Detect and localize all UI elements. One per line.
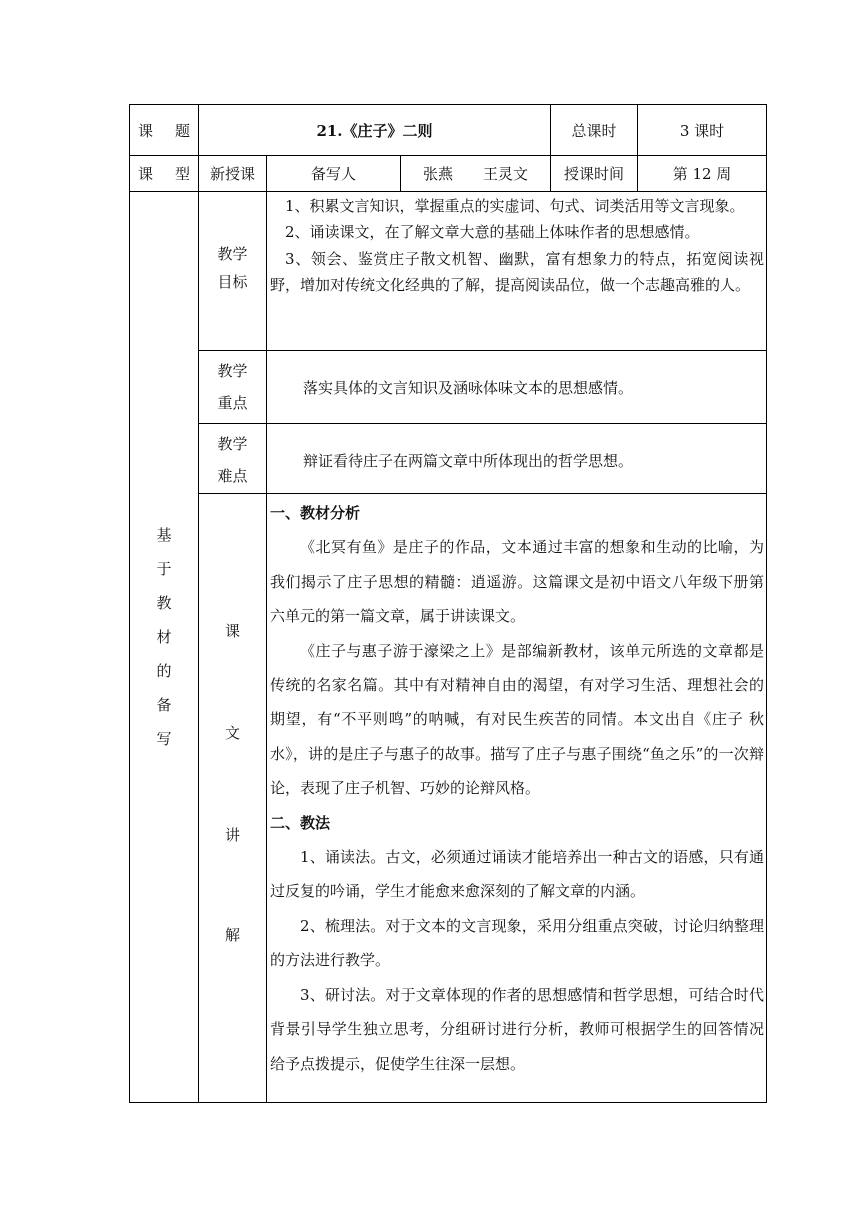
goals-label: 教学 目标 xyxy=(217,245,248,291)
lecture-char: 文 xyxy=(225,724,241,742)
type-label: 课 型 xyxy=(137,165,191,183)
authors: 张燕 王灵文 xyxy=(422,165,528,183)
side-char: 的 xyxy=(156,662,172,680)
key-points-text: 落实具体的文言知识及涵咏体味文本的思想感情。 xyxy=(303,379,634,397)
author-label: 备写人 xyxy=(310,165,356,183)
key-points-label: 教学 重点 xyxy=(217,362,248,412)
side-label xyxy=(130,518,198,756)
difficulties-label: 教学 难点 xyxy=(217,435,248,485)
paragraph: 3、研讨法。对于文章体现的作者的思想感情和哲学思想，可结合时代背景引导学生独立思考，分组研讨进行分析，教师可根据学生的回答情况给予点拨提示，促使学生往深一层想。 xyxy=(270,985,764,1073)
time-label: 授课时间 xyxy=(563,165,624,183)
goal-item: 1、积累文言知识，掌握重点的实虚词、句式、词类活用等文言现象。 xyxy=(285,197,745,215)
lecture-content xyxy=(270,496,764,1081)
difficulties-text: 辩证看待庄子在两篇文章中所体现出的哲学思想。 xyxy=(303,452,634,470)
lecture-char: 课 xyxy=(225,622,241,640)
side-char: 材 xyxy=(156,628,172,646)
goal-item: 3、领会、鉴赏庄子散文机智、幽默，富有想象力的特点，拓宽阅读视野，增加对传统文化经典的了解，提高阅读品位，做一个志趣高雅的人。 xyxy=(270,249,764,295)
goals-content xyxy=(270,193,764,299)
goal-item: 2、诵读课文，在了解文章大意的基础上体味作者的思想感情。 xyxy=(285,223,700,242)
side-char: 教 xyxy=(156,594,172,612)
side-char: 基 xyxy=(156,526,172,544)
paragraph: 1、诵读法。古文，必须通过诵读才能培养出一种古文的语感，只有通过反复的吟诵，学生才能愈来愈深刻的了解文章的内涵。 xyxy=(270,848,764,901)
time-value: 第 12 周 xyxy=(672,165,732,183)
total-hours-value: 3 课时 xyxy=(679,121,725,140)
paragraph: 《庄子与惠子游于濠梁之上》是部编新教材，该单元所选的文章都是传统的名家名篇。其中有对精神自由的渴望，有对学习生活、理想社会的期望，有“不平则鸣”的呐喊，有对民生疾苦的同情。本文出自《庄子 秋水》，讲的是庄子与惠子的故事。描写了庄子与惠子围绕“鱼之乐”的一次辩论，表现了庄子机智、巧妙的论辩风格。 xyxy=(270,641,764,798)
lecture-label xyxy=(199,494,266,1102)
section-title: 二、教法 xyxy=(270,813,331,832)
lesson-title: 21.《庄子》二则 xyxy=(316,121,433,140)
lesson-type: 新授课 xyxy=(209,165,255,183)
total-hours-label: 总课时 xyxy=(571,121,617,140)
side-char: 备 xyxy=(156,696,172,714)
lecture-char: 讲 xyxy=(225,826,241,844)
paragraph: 2、梳理法。对于文本的文言现象，采用分组重点突破，讨论归纳整理的方法进行教学。 xyxy=(270,916,764,970)
section-title: 一、教材分析 xyxy=(270,504,361,522)
paragraph: 《北冥有鱼》是庄子的作品，文本通过丰富的想象和生动的比喻，为我们揭示了庄子思想的精髓：逍遥游。这篇课文是初中语文八年级下册第六单元的第一篇文章，属于讲读课文。 xyxy=(270,538,764,626)
lecture-char: 解 xyxy=(225,926,241,944)
side-char: 于 xyxy=(156,560,172,578)
side-char: 写 xyxy=(156,730,172,748)
subject-label: 课 题 xyxy=(137,121,191,140)
